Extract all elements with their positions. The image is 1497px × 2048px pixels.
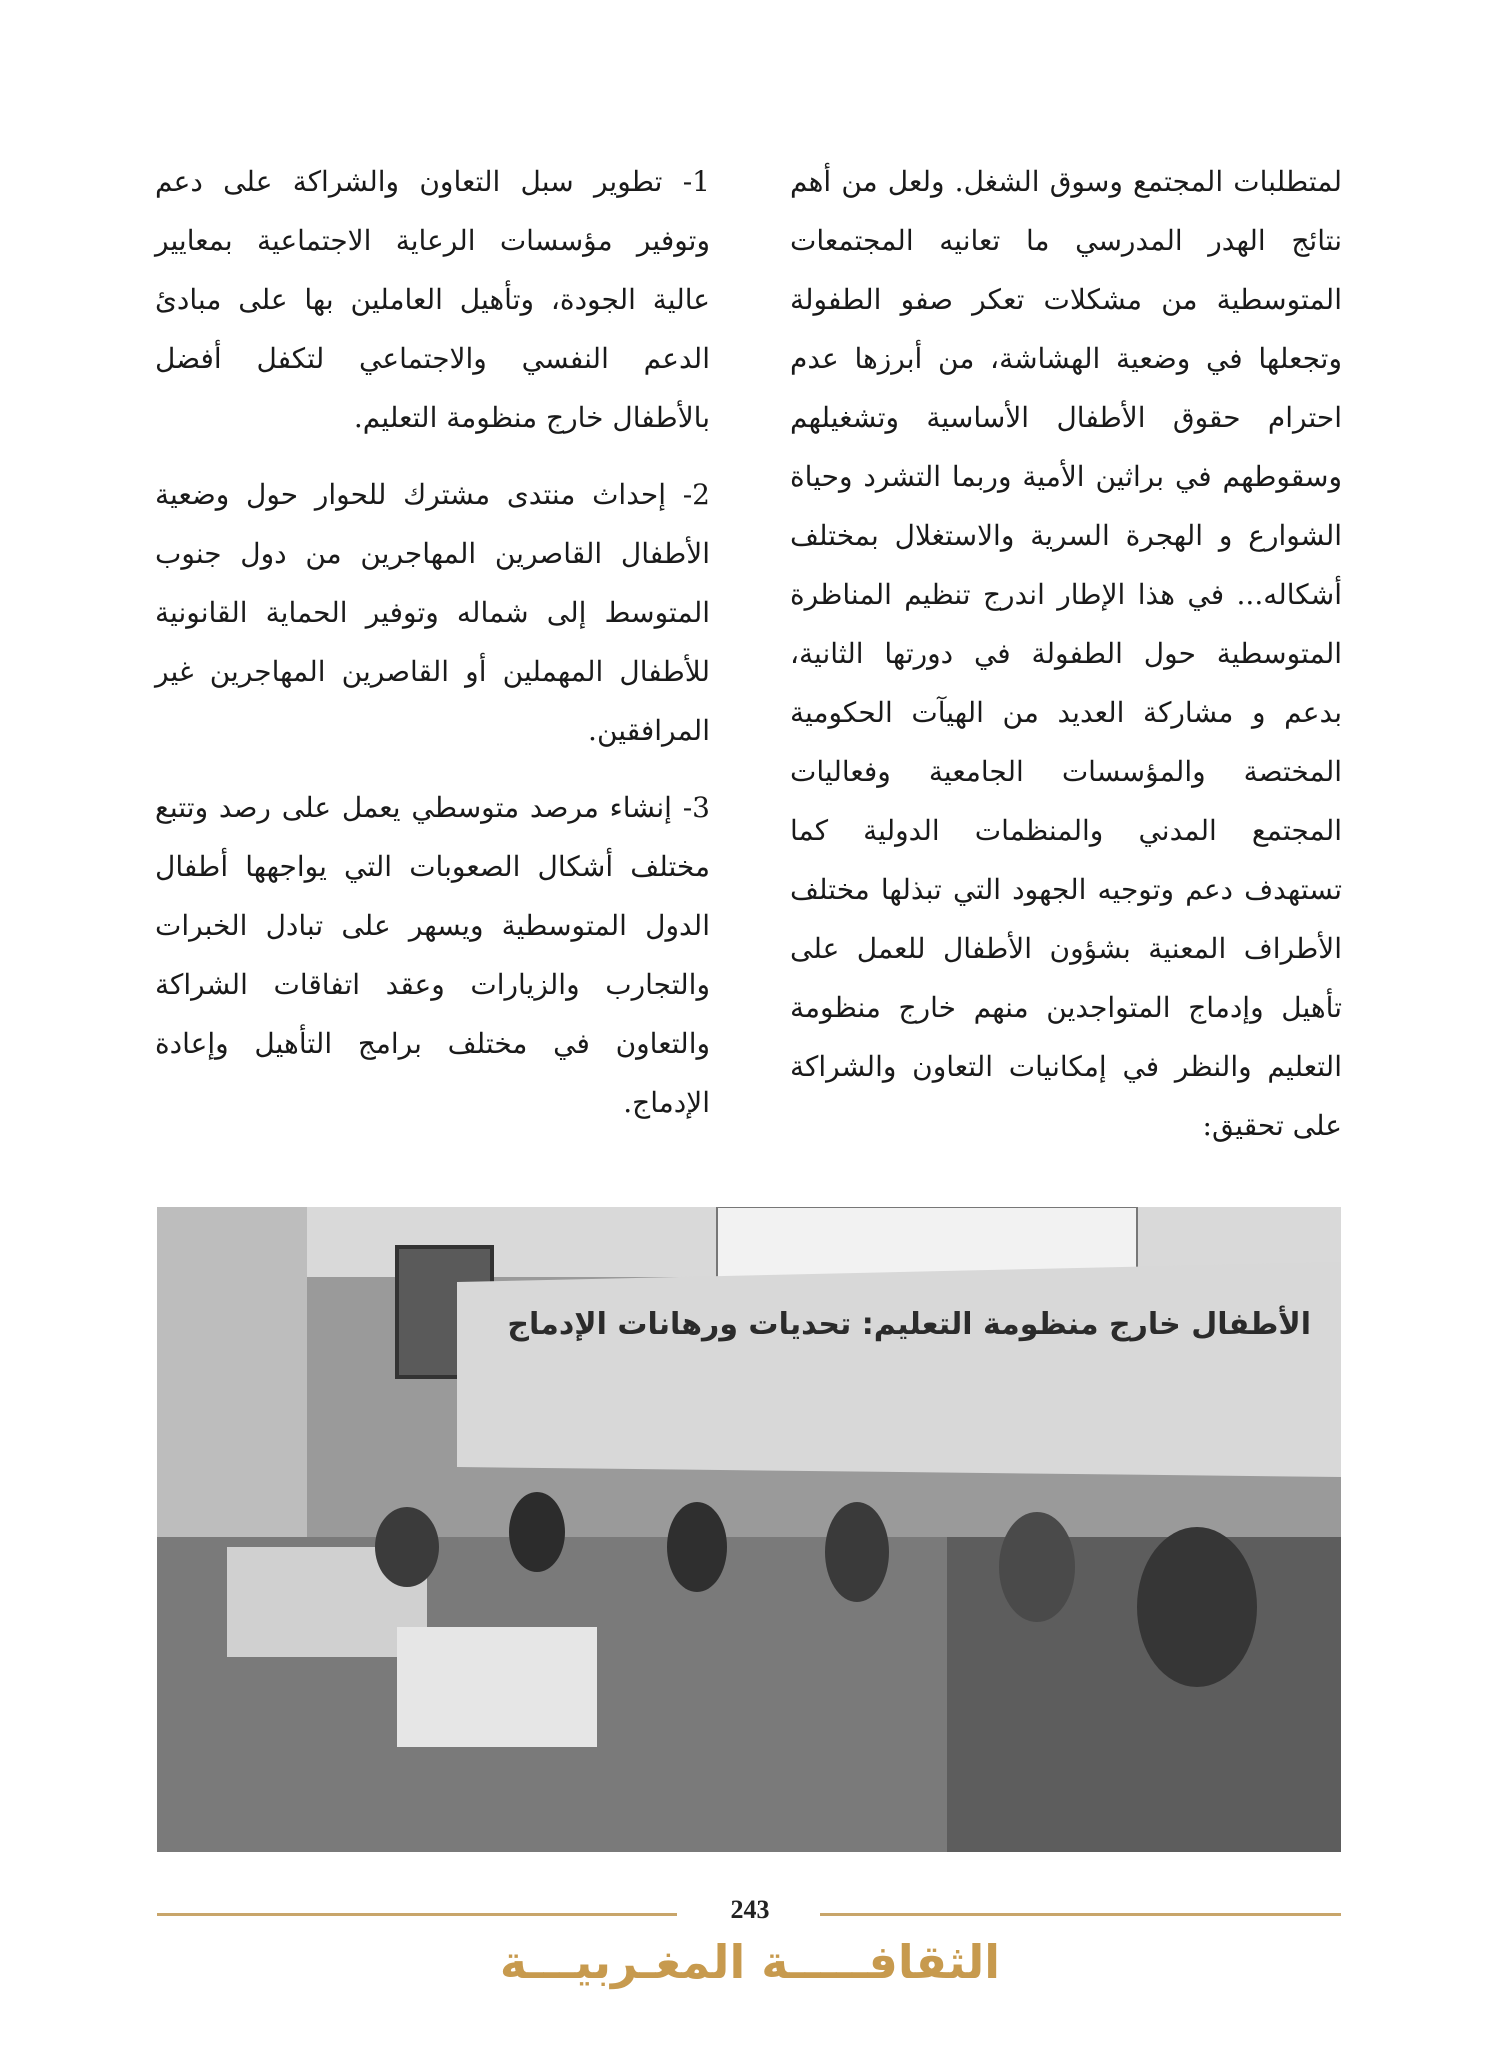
list-item-1: 1- تطوير سبل التعاون والشراكة على دعم وتوفير مؤسسات الرعاية الاجتماعية بمعايير عالية الجودة، وتأهيل العاملين بها على مبادئ الدعم النفسي والاجتماعي لتكفل أفضل بالأطفال خارج منظومة التعليم.	[155, 165, 710, 434]
right-column-paragraph: لمتطلبات المجتمع وسوق الشغل. ولعل من أهم نتائج الهدر المدرسي ما تعانيه المجتمعات المتوسطية من مشكلات تعكر صفو الطفولة وتجعلها في وضعية الهشاشة، من أبرزها عدم احترام حقوق الأطفال الأساسية وتشغيلهم وسقوطهم في براثين الأمية وربما التشرد وحياة الشوارع و الهجرة السرية والاستغلال بمختلف أشكاله... في هذا الإطار اندرج تنظيم المناظرة المتوسطية حول الطفولة في دورتها الثانية، بدعم و مشاركة العديد من الهيآت الحكومية المختصة والمؤسسات الجامعية وفعاليات المجتمع المدني والمنظمات الدولية كما تستهدف دعم وتوجيه الجهود التي تبذلها مختلف الأطراف المعنية بشؤون الأطفال للعمل على تأهيل وإدماج المتواجدين منهم خارج منظومة التعليم والنظر في إمكانيات التعاون والشراكة على تحقيق:	[790, 165, 1342, 1142]
magazine-name: الثقافـــــة المغـربيـــة	[499, 1935, 1001, 1989]
footer-rule-right	[820, 1913, 1341, 1916]
banner-title: الأطفال خارج منظومة التعليم: تحديات ورهانات الإدماج	[507, 1307, 1311, 1342]
list-item-3: 3- إنشاء مرصد متوسطي يعمل على رصد وتتبع مختلف أشكال الصعوبات التي يواجهها أطفال الدول المتوسطية ويسهر على تبادل الخبرات والتجارب والزيارات وعقد اتفاقات الشراكة والتعاون في مختلف برامج التأهيل وإعادة الإدماج.	[155, 791, 710, 1119]
left-column	[155, 152, 710, 1150]
right-column	[790, 152, 1342, 1155]
list-item-2: 2- إحداث منتدى مشترك للحوار حول وضعية الأطفال القاصرين المهاجرين من دول جنوب المتوسط إلى شماله وتوفير الحماية القانونية للأطفال المهملين أو القاصرين المهاجرين غير المرافقين.	[155, 478, 710, 747]
conference-scene-illustration	[157, 1207, 1341, 1852]
page-number: 243	[730, 1895, 770, 1924]
footer-rule-left	[157, 1913, 677, 1916]
conference-photo	[157, 1207, 1341, 1852]
